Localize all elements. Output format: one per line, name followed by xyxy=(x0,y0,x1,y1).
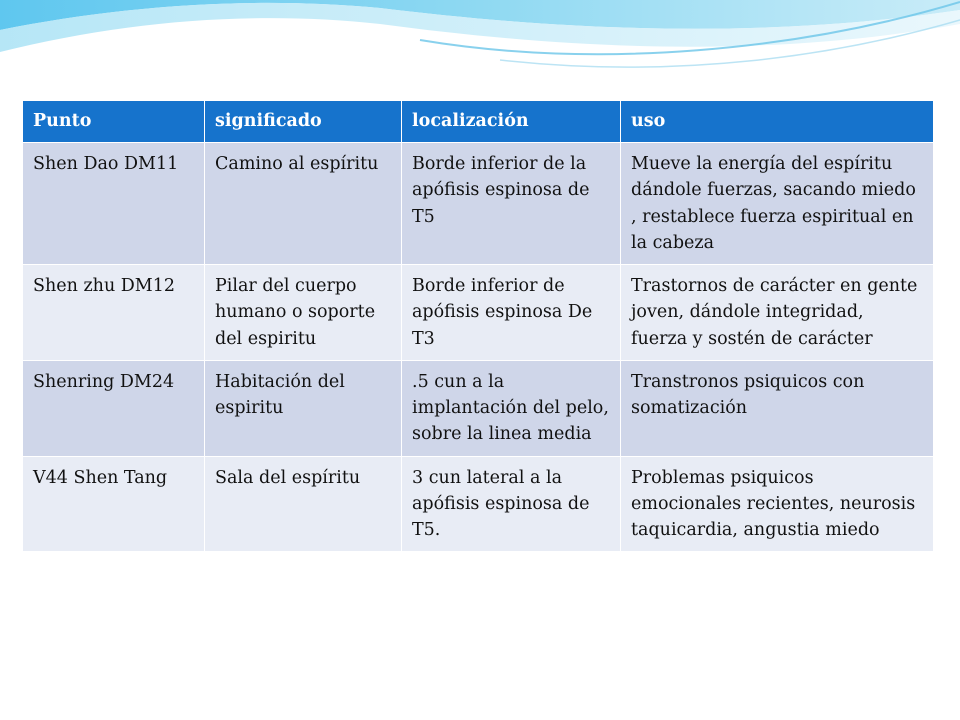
cell-localizacion: 3 cun lateral a la apófisis espinosa de T5. xyxy=(402,456,621,552)
cell-uso: Transtronos psiquicos con somatización xyxy=(621,360,934,456)
header-punto: Punto xyxy=(23,101,205,143)
cell-localizacion: Borde inferior de la apófisis espinosa de T5 xyxy=(402,143,621,265)
table-row xyxy=(23,360,934,456)
cell-uso: Trastornos de carácter en gente joven, dándole integridad, fuerza y sostén de carácter xyxy=(621,265,934,361)
table-row xyxy=(23,265,934,361)
cell-uso: Problemas psiquicos emocionales recientes, neurosis taquicardia, angustia miedo xyxy=(621,456,934,552)
cell-punto: Shen Dao DM11 xyxy=(23,143,205,265)
cell-significado: Habitación del espiritu xyxy=(205,360,402,456)
acupoints-table-container xyxy=(22,100,933,552)
cell-punto: Shen zhu DM12 xyxy=(23,265,205,361)
header-localizacion: localización xyxy=(402,101,621,143)
header-uso: uso xyxy=(621,101,934,143)
cell-significado: Camino al espíritu xyxy=(205,143,402,265)
cell-localizacion: Borde inferior de apófisis espinosa De T3 xyxy=(402,265,621,361)
cell-significado: Sala del espíritu xyxy=(205,456,402,552)
cell-uso: Mueve la energía del espíritu dándole fuerzas, sacando miedo , restablece fuerza espiritual en la cabeza xyxy=(621,143,934,265)
cell-punto: Shenring DM24 xyxy=(23,360,205,456)
cell-localizacion: .5 cun a la implantación del pelo, sobre la linea media xyxy=(402,360,621,456)
header-significado: significado xyxy=(205,101,402,143)
table-row xyxy=(23,456,934,552)
acupoints-table xyxy=(22,100,934,552)
cell-significado: Pilar del cuerpo humano o soporte del espiritu xyxy=(205,265,402,361)
table-header-row xyxy=(23,101,934,143)
table-row xyxy=(23,143,934,265)
cell-punto: V44 Shen Tang xyxy=(23,456,205,552)
